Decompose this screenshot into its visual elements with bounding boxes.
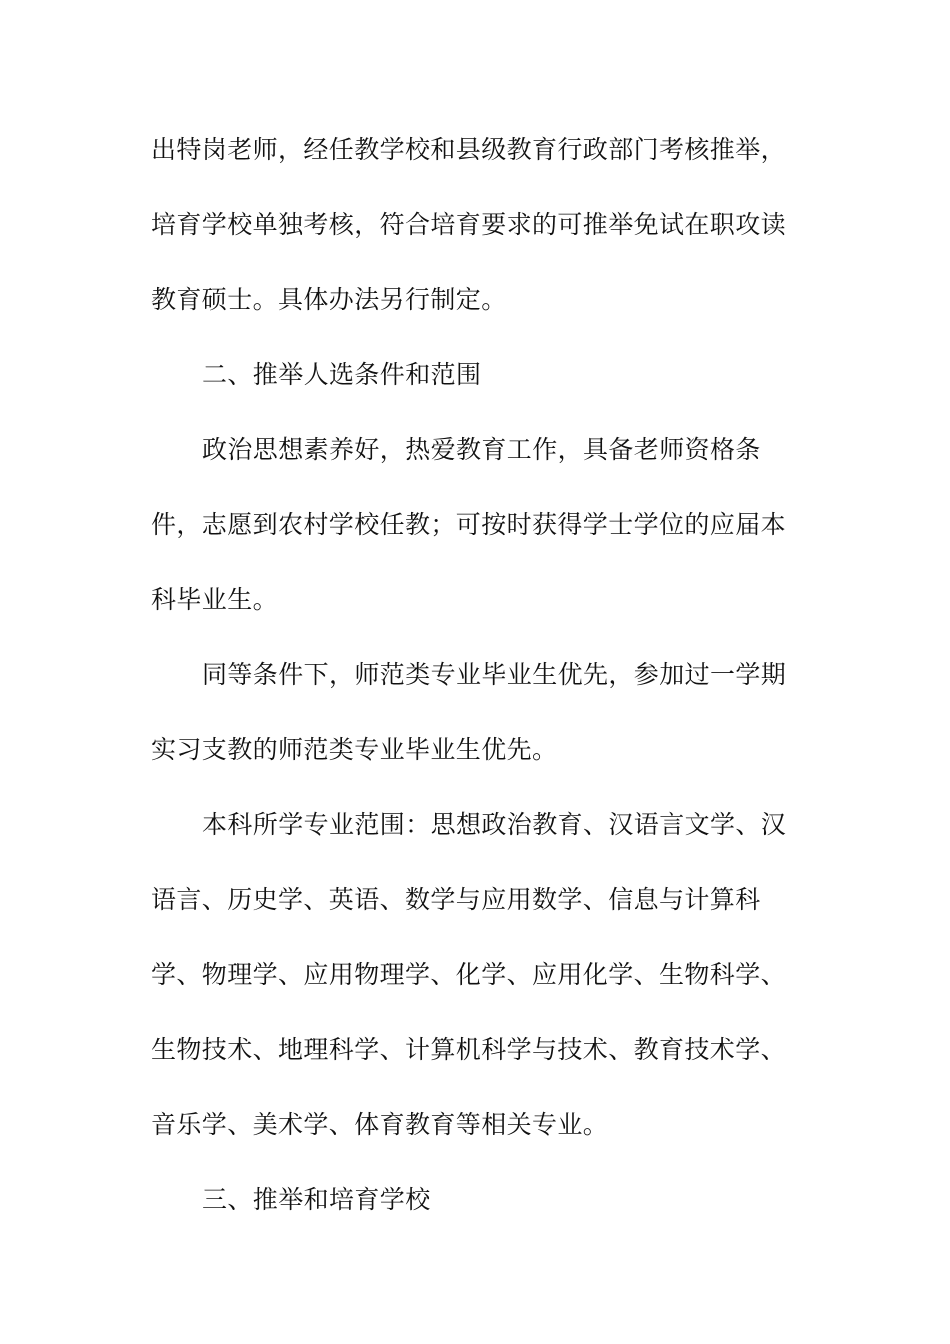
text-line: 教育硕士。具体办法另行制定。 (151, 285, 507, 314)
text-line: 出特岗老师，经任教学校和县级教育行政部门考核推举， (151, 135, 787, 164)
text-line: 学、物理学、应用物理学、化学、应用化学、生物科学、 (151, 960, 787, 989)
text-line: 培育学校单独考核，符合培育要求的可推举免试在职攻读 (151, 210, 787, 239)
text-line: 件，志愿到农村学校任教；可按时获得学士学位的应届本 (151, 510, 787, 539)
text-line: 同等条件下，师范类专业毕业生优先，参加过一学期 (202, 660, 787, 689)
text-line: 政治思想素养好，热爱教育工作，具备老师资格条 (202, 435, 761, 464)
section-heading: 二、推举人选条件和范围 (202, 360, 482, 389)
text-line: 语言、历史学、英语、数学与应用数学、信息与计算科 (151, 885, 761, 914)
text-line: 实习支教的师范类专业毕业生优先。 (151, 735, 558, 764)
text-line: 本科所学专业范围：思想政治教育、汉语言文学、汉 (202, 810, 787, 839)
text-line: 科毕业生。 (151, 585, 279, 614)
text-line: 音乐学、美术学、体育教育等相关专业。 (151, 1110, 609, 1139)
text-line: 生物技术、地理科学、计算机科学与技术、教育技术学、 (151, 1035, 787, 1064)
section-heading: 三、推举和培育学校 (202, 1185, 431, 1214)
